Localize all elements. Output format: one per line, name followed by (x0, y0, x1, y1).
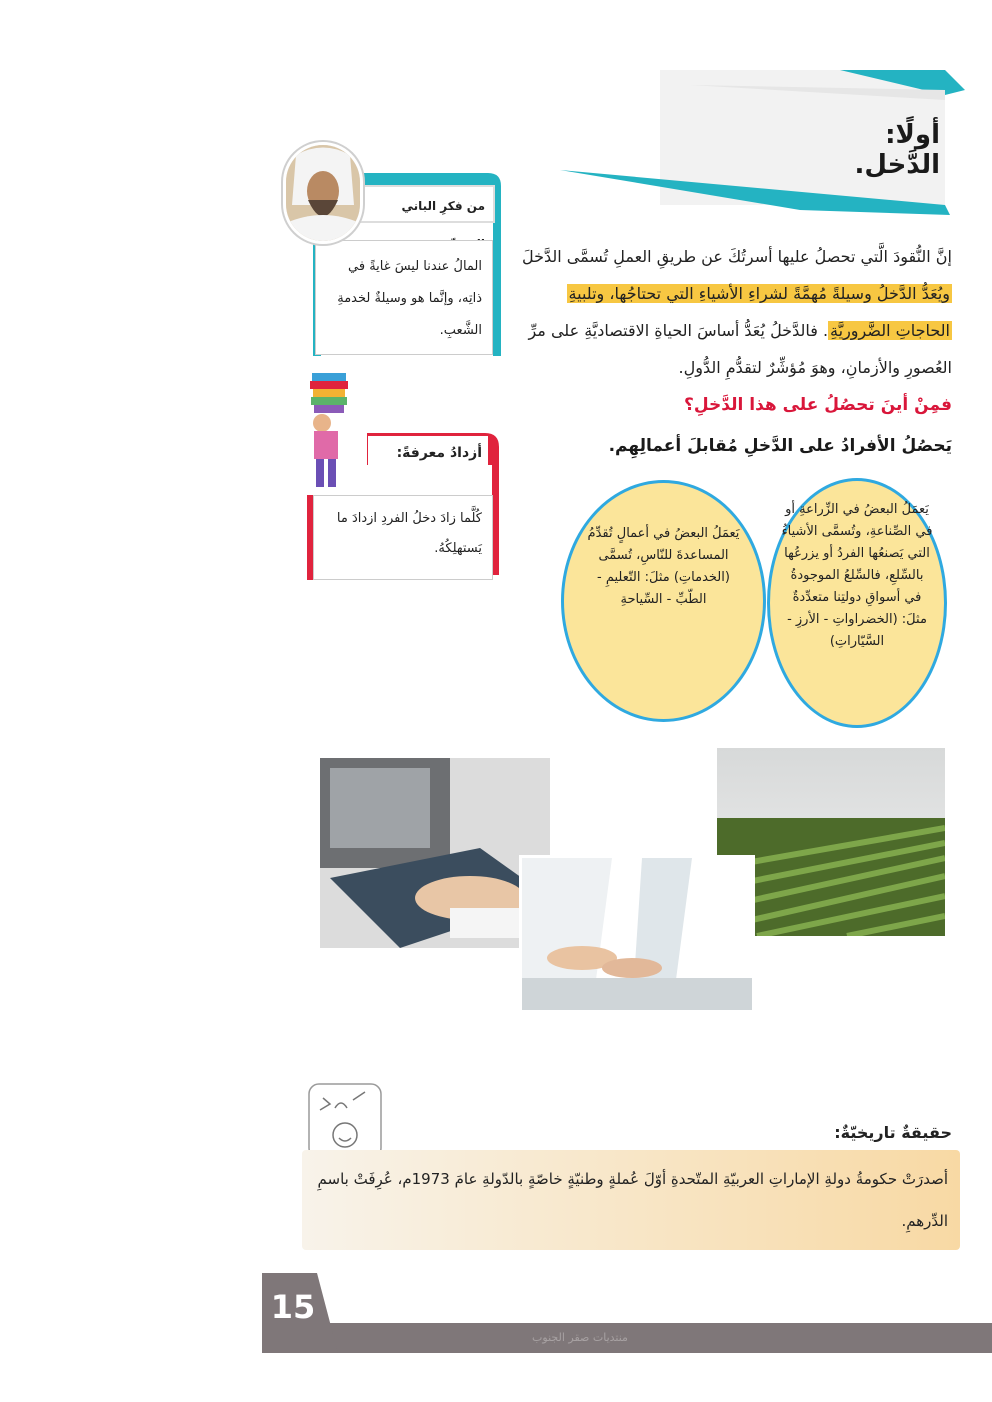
section-title: أولًا: الدَّخل. (854, 120, 940, 180)
boy-with-books-icon (300, 365, 360, 495)
intro-highlight-1: ويُعَدُّ الدَّخلُ وسيلةً مُهمَّةً لشراءِ الأشياءِ التي تحتاجُها، وتلبيةِ (568, 284, 950, 303)
intro-highlight-2: الحاجاتِ الضَّروريَّةِ (830, 321, 950, 340)
intro-line-2-tail: . فالدَّخلُ يُعَدُّ أساسَ الحياةِ الاقتصاديَّةِ على مرِّ (528, 321, 829, 340)
page-number: 15 (270, 1288, 316, 1326)
goods-oval: يَعمَلُ البعضُ في الزِّراعةِ أو في الصِّناعةِ، وتُسمَّى الأشياءُ التي يَصنعُها الفردُ أو يزرعُها بالسِّلعِ، فالسِّلعُ الموجودةُ في أسواقِ دولتِنا متعدِّدةٌ مثلَ: (الخضراواتِ - الأرزِ - السَّيّاراتِ) (767, 478, 947, 728)
learn-more-text: كُلَّما زادَ دخلُ الفردِ ازدادَ ما يَستهلِكُهُ. (313, 495, 493, 580)
intro-paragraph (512, 238, 952, 386)
calculator-photo (320, 758, 550, 948)
intro-line-3: العُصورِ والأزمانِ، وهوَ مُؤشِّرٌ لتقدُّمِ الدُّولِ. (678, 358, 952, 377)
historical-fact-title: حقيقةٌ تاريخيّةٌ: (834, 1123, 952, 1142)
learn-more-header: أزدادُ معرفةً: (368, 436, 488, 470)
doctor-photo (519, 855, 755, 1013)
question-text: فمِنْ أينَ تحصُلُ على هذا الدَّخلِ؟ (684, 395, 952, 415)
intro-line-1: إنَّ النُّقودَ الَّتي تحصلُ عليها أسرتُكَ عن طريقِ العملِ تُسمَّى الدَّخلَ (521, 247, 952, 266)
founder-quote-header: من فكرِ الباني (345, 185, 495, 223)
watermark: منتديات صقر الجنوب (532, 1331, 628, 1344)
founder-portrait-icon (283, 142, 363, 244)
historical-fact-text: أصدرَتْ حكومةُ دولةِ الإماراتِ العربيّةِ المتّحدةِ أوّلَ عُملةٍ وطنيّةٍ خاصّةٍ بالدّولةِ عامَ 1973م، عُرِفَتْ باسمِ الدِّرهمِ. (302, 1150, 960, 1250)
answer-text: يَحصُلُ الأفرادُ على الدَّخلِ مُقابلَ أعمالِهِم. (608, 436, 952, 456)
services-oval: يَعمَلُ البعضُ في أعمالٍ تُقدِّمُ المساعدةَ للنّاسِ، تُسمَّى (الخدماتِ) مثلَ: التّعليمِ - الطّبِّ - السِّياحةِ (561, 480, 766, 722)
founder-quote-text: المالُ عندنا ليسَ غايةً في ذاتِه، وإنَّما هو وسيلةٌ لخدمةِ الشَّعبِ. (315, 240, 493, 355)
